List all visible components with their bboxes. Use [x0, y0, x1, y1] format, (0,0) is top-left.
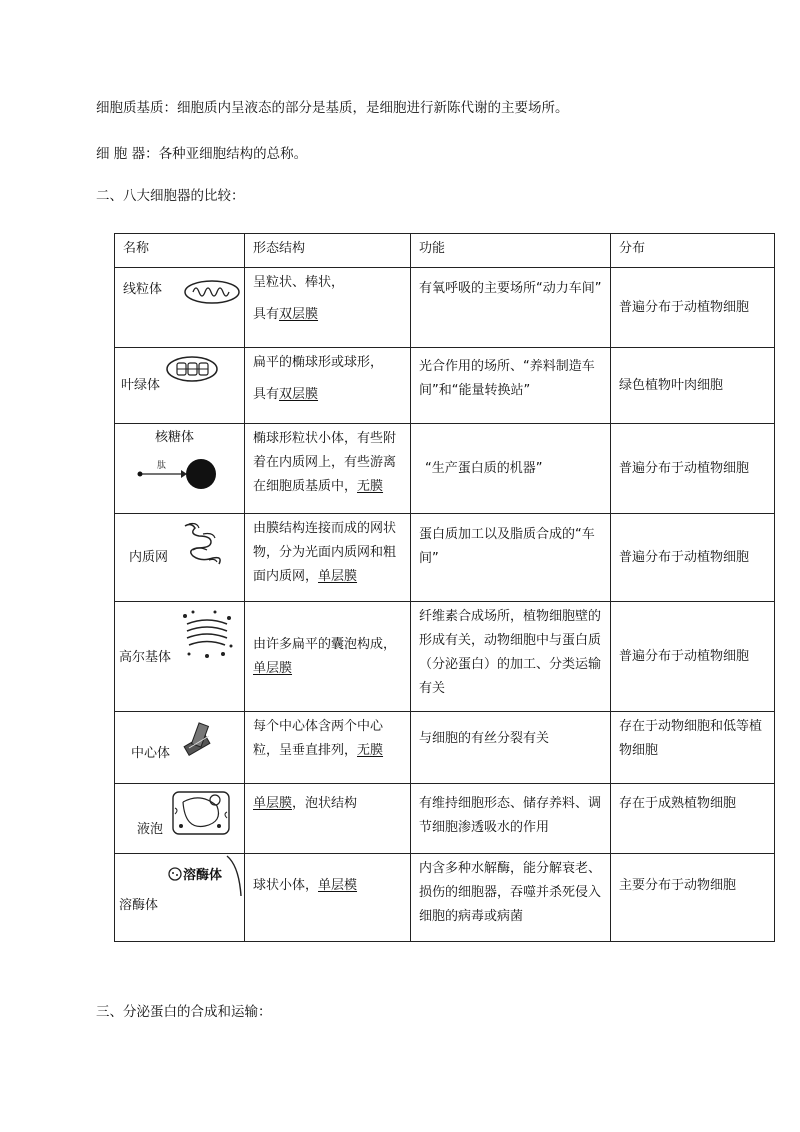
organelle-name: 溶酶体 — [119, 898, 159, 913]
distribution-text: 普遍分布于动植物细胞 — [619, 648, 750, 664]
section-2-heading: 二、八大细胞器的比较： — [96, 188, 245, 204]
distribution-cell — [611, 268, 775, 348]
distribution-cell — [611, 784, 775, 854]
distribution-cell — [611, 712, 775, 784]
structure-cell — [245, 514, 411, 602]
organelle-name: 液泡 — [137, 822, 164, 837]
distribution-text: 绿色植物叶肉细胞 — [619, 377, 724, 393]
structure-text: 呈粒状、棒状， — [253, 275, 345, 290]
structure-cell — [245, 712, 411, 784]
header-distribution: 分布 — [611, 234, 775, 268]
lysosome-icon-label: 溶酶体 — [183, 868, 223, 883]
table-row — [115, 712, 775, 784]
table-row — [115, 602, 775, 712]
table-row — [115, 348, 775, 424]
function-text: 蛋白质加工以及脂质合成的“车间” — [419, 527, 595, 566]
table-row — [115, 268, 775, 348]
function-cell — [411, 268, 611, 348]
cytosol-paragraph: 细胞质基质：细胞质内呈液态的部分是基质，是细胞进行新陈代谢的主要场所。 — [96, 100, 569, 116]
organelle-name: 叶绿体 — [121, 378, 161, 393]
function-cell — [411, 854, 611, 942]
distribution-cell — [611, 602, 775, 712]
table-header-row — [115, 234, 775, 268]
membrane-type: 双层膜 — [279, 387, 319, 402]
organelle-name: 高尔基体 — [119, 650, 172, 665]
name-cell — [115, 268, 245, 348]
membrane-type: 无膜 — [357, 743, 384, 758]
function-text: “生产蛋白质的机器” — [425, 460, 543, 476]
name-cell — [115, 712, 245, 784]
mitochondrion-icon — [183, 278, 241, 306]
structure-cell — [245, 268, 411, 348]
name-cell — [115, 514, 245, 602]
distribution-cell — [611, 854, 775, 942]
name-cell — [115, 602, 245, 712]
ribosome-icon — [135, 454, 219, 492]
organelle-name: 线粒体 — [123, 282, 163, 297]
structure-prefix: 具有 — [253, 387, 280, 402]
table-row — [115, 514, 775, 602]
function-text: 有氧呼吸的主要场所“动力车间” — [419, 281, 602, 296]
membrane-type: 单层膜 — [318, 569, 358, 584]
function-cell — [411, 784, 611, 854]
distribution-cell — [611, 348, 775, 424]
header-name: 名称 — [115, 234, 245, 268]
membrane-type: 单层模 — [318, 878, 358, 893]
function-text: 光合作用的场所、“养料制造车间”和“能量转换站” — [419, 359, 595, 398]
header-structure: 形态结构 — [245, 234, 411, 268]
function-text: 与细胞的有丝分裂有关 — [419, 731, 550, 746]
membrane-type: 单层膜 — [253, 660, 293, 676]
lysosome-icon — [165, 854, 243, 898]
structure-membrane-line — [253, 303, 404, 327]
table-row — [115, 854, 775, 942]
organelle-name: 中心体 — [131, 746, 171, 761]
function-cell — [411, 712, 611, 784]
table-row — [115, 424, 775, 514]
organelle-paragraph: 细 胞 器：各种亚细胞结构的总称。 — [96, 146, 308, 162]
distribution-cell — [611, 514, 775, 602]
function-text: 有维持细胞形态、储存养料、调节细胞渗透吸水的作用 — [419, 796, 602, 835]
function-cell — [411, 514, 611, 602]
structure-text: 由许多扁平的囊泡构成， — [253, 636, 397, 652]
membrane-type: 无膜 — [357, 479, 384, 494]
structure-suffix: ，泡状结构 — [292, 796, 358, 811]
structure-membrane-line — [253, 383, 404, 407]
structure-text: 由膜结构连接而成的网状物，分为光面内质网和粗面内质网， — [253, 521, 397, 584]
distribution-text: 普遍分布于动植物细胞 — [619, 460, 750, 476]
endoplasmic-reticulum-icon — [179, 520, 223, 566]
structure-text: 球状小体， — [253, 878, 319, 893]
distribution-text: 普遍分布于动植物细胞 — [619, 299, 750, 315]
function-text: 内含多种水解酶，能分解衰老、损伤的细胞器，吞噬并杀死侵入细胞的病毒或病菌 — [419, 861, 602, 924]
membrane-type: 单层膜 — [253, 796, 293, 811]
organelle-name: 核糖体 — [155, 430, 195, 445]
golgi-apparatus-icon — [179, 606, 235, 662]
structure-cell — [245, 784, 411, 854]
structure-cell — [245, 602, 411, 712]
structure-text: 椭球形粒状小体，有些附着在内质网上，有些游离在细胞质基质中， — [253, 431, 397, 494]
name-cell — [115, 784, 245, 854]
function-cell — [411, 348, 611, 424]
header-function: 功能 — [411, 234, 611, 268]
function-cell — [411, 424, 611, 514]
membrane-type: 双层膜 — [279, 307, 319, 322]
structure-cell — [245, 348, 411, 424]
distribution-text: 主要分布于动物细胞 — [619, 878, 737, 893]
chloroplast-icon — [165, 354, 219, 384]
structure-text: 扁平的椭球形或球形， — [253, 355, 384, 370]
distribution-text: 普遍分布于动植物细胞 — [619, 549, 750, 565]
structure-cell — [245, 854, 411, 942]
organelle-name: 内质网 — [129, 550, 169, 565]
name-cell — [115, 424, 245, 514]
structure-prefix: 具有 — [253, 307, 280, 322]
peptide-label: 肽 — [157, 461, 167, 471]
function-cell — [411, 602, 611, 712]
structure-text: 每个中心体含两个中心粒，呈垂直排列， — [253, 719, 384, 758]
name-cell — [115, 348, 245, 424]
distribution-text: 存在于成熟植物细胞 — [619, 796, 737, 811]
table-row — [115, 784, 775, 854]
centrosome-icon — [181, 718, 221, 758]
distribution-text: 存在于动物细胞和低等植物细胞 — [619, 719, 763, 758]
organelle-comparison-table — [114, 233, 775, 942]
section-3-heading: 三、分泌蛋白的合成和运输： — [96, 1004, 272, 1020]
function-text: 纤维素合成场所，植物细胞壁的形成有关，动物细胞中与蛋白质（分泌蛋白）的加工、分类运输有关 — [419, 609, 602, 696]
distribution-cell — [611, 424, 775, 514]
structure-cell — [245, 424, 411, 514]
name-cell — [115, 854, 245, 942]
vacuole-icon — [169, 788, 233, 838]
